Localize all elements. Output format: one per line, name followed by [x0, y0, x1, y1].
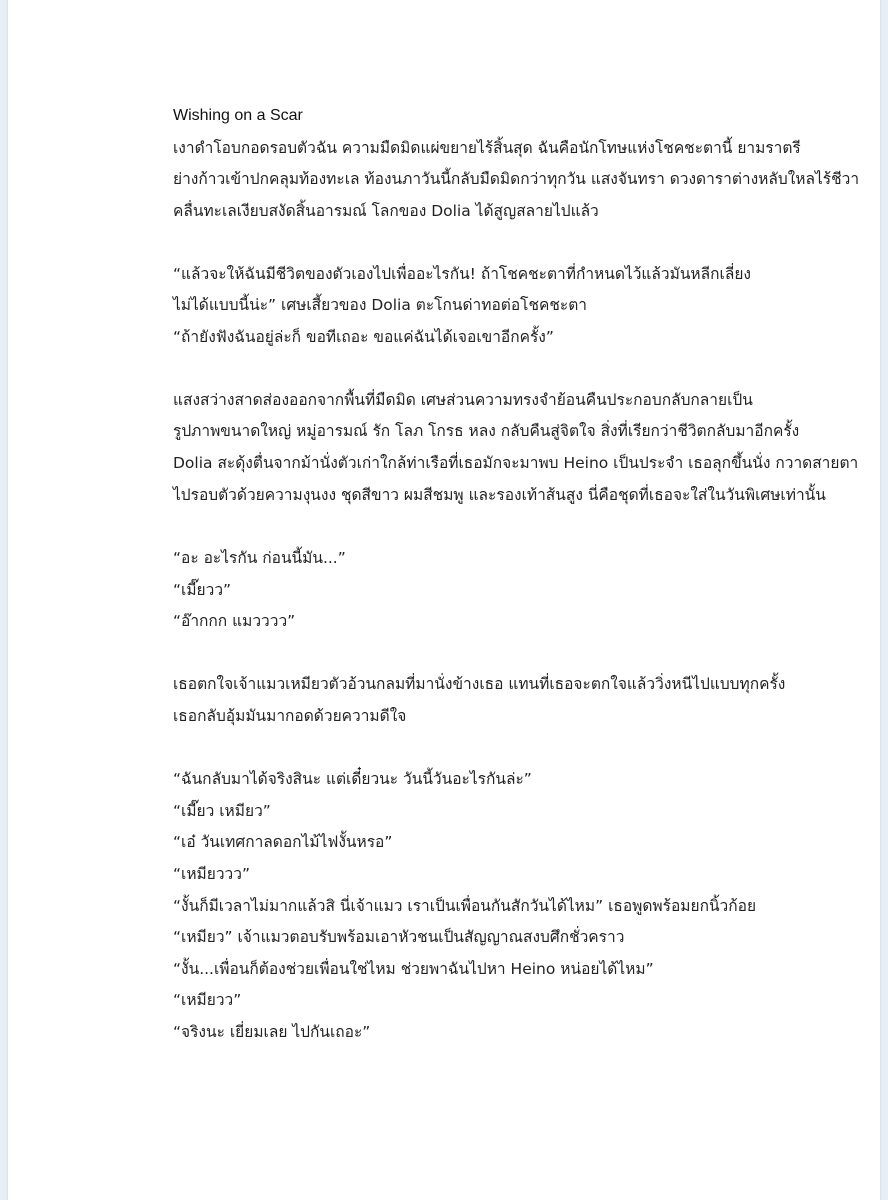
text-line: “อ๊ากกก แมวววว” — [173, 612, 296, 630]
text-line: “เหมียววว” — [173, 865, 250, 883]
text-line: ไปรอบตัวด้วยความงุนงง ชุดสีขาว ผมสีชมพู และรองเท้าส้นสูง นี่คือชุดที่เธอจะใส่ในวันพิเศษเท่านั้น — [173, 486, 826, 504]
text-line: “ฉันกลับมาได้จริงสินะ แต่เดี๋ยวนะ วันนี้วันอะไรกันล่ะ” — [173, 770, 532, 788]
text-line: “เอ๋ วันเทศกาลดอกไม้ไฟงั้นหรอ” — [173, 833, 393, 851]
text-line: “เหมียวว” — [173, 991, 242, 1009]
text-line: คลื่นทะเลเงียบสงัดสิ้นอารมณ์ โลกของ Dolia ได้สูญสลายไปแล้ว — [173, 202, 599, 220]
document-page — [8, 0, 880, 1200]
text-line: เธอตกใจเจ้าแมวเหมียวตัวอ้วนกลมที่มานั่งข้างเธอ แทนที่เธอจะตกใจแล้ววิ่งหนีไปแบบทุกครั้ง — [173, 675, 786, 693]
text-line: รูปภาพขนาดใหญ่ หมู่อารมณ์ รัก โลภ โกรธ หลง กลับคืนสู่จิตใจ สิ่งที่เรียกว่าชีวิตกลับมาอีกครั้ง — [173, 422, 800, 440]
text-line: “งั้นก็มีเวลาไม่มากแล้วสิ นี่เจ้าแมว เราเป็นเพื่อนกันสักวันได้ไหม” เธอพูดพร้อมยกนิ้วก้อย — [173, 897, 757, 915]
text-line: “จริงนะ เยี่ยมเลย ไปกันเถอะ” — [173, 1023, 371, 1041]
text-line: เงาดำโอบกอดรอบตัวฉัน ความมืดมิดแผ่ขยายไร้สิ้นสุด ฉันคือนักโทษแห่งโชคชะตานี้ ยามราตรี — [173, 139, 801, 157]
text-line: “เมี๊ยวว” — [173, 581, 232, 599]
text-line: แสงสว่างสาดส่องออกจากพื้นที่มืดมิด เศษส่วนความทรงจำย้อนคืนประกอบกลับกลายเป็น — [173, 391, 753, 409]
text-line: เธอกลับอุ้มมันมากอดด้วยความดีใจ — [173, 707, 407, 725]
text-line: “อะ อะไรกัน ก่อนนี้มัน...” — [173, 549, 346, 567]
text-line: “เมี๊ยว เหมียว” — [173, 802, 271, 820]
text-line: “แล้วจะให้ฉันมีชีวิตของตัวเองไปเพื่ออะไรกัน! ถ้าโชคชะตาที่กำหนดไว้แล้วมันหลีกเลี่ยง — [173, 265, 751, 283]
text-line: ไม่ได้แบบนี้น่ะ” เศษเสี้ยวของ Dolia ตะโกนด่าทอต่อโชคชะตา — [173, 296, 587, 314]
text-line: “งั้น...เพื่อนก็ต้องช่วยเพื่อนใช่ไหม ช่วยพาฉันไปหา Heino หน่อยได้ไหม” — [173, 960, 654, 978]
text-line: “เหมียว” เจ้าแมวตอบรับพร้อมเอาหัวชนเป็นสัญญาณสงบศึกชั่วคราว — [173, 928, 625, 946]
text-line: Dolia สะดุ้งตื่นจากม้านั่งตัวเก่าใกล้ท่าเรือที่เธอมักจะมาพบ Heino เป็นประจำ เธอลุกขึ้นนั่ง กวาดสายตา — [173, 454, 859, 472]
text-line: “ถ้ายังฟังฉันอยู่ล่ะก็ ขอทีเถอะ ขอแค่ฉันได้เจอเขาอีกครั้ง” — [173, 328, 554, 346]
text-line: ย่างก้าวเข้าปกคลุมท้องทะเล ท้องนภาวันนี้กลับมืดมิดกว่าทุกวัน แสงจันทรา ดวงดาราต่างหลับใหลไร้ชีวา — [173, 170, 860, 188]
document-content — [8, 0, 880, 1200]
document-title: Wishing on a Scar — [173, 107, 303, 124]
